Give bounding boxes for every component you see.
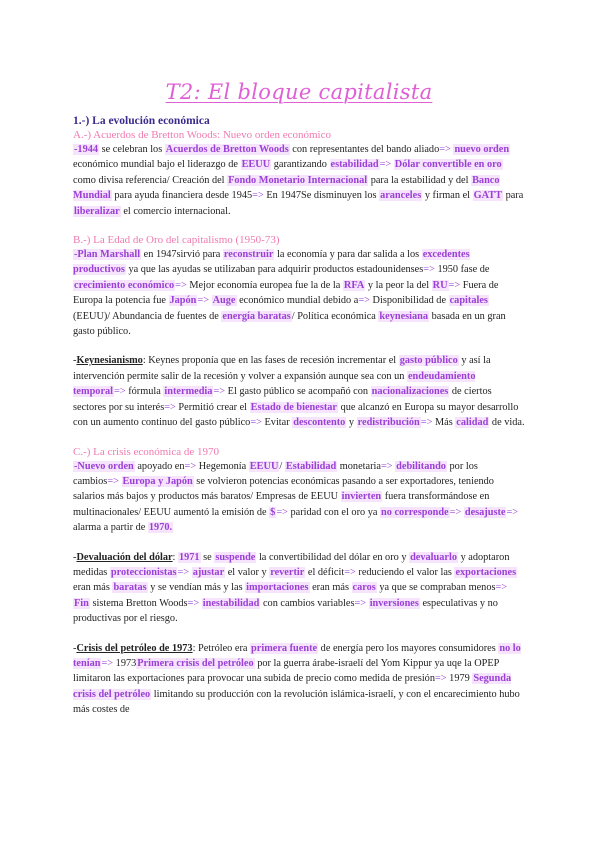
- page-title: T2: El bloque capitalista: [165, 80, 433, 104]
- subheading-b: B.-) La Edad de Oro del capitalismo (1950-73): [73, 234, 280, 247]
- paragraph-bretton-woods: -1944 se celebran los Acuerdos de Bretton Woods con representantes del bando aliado=> nuevo orden económico mundial bajo el liderazgo de EEUU garantizando estabilidad=> Dólar convertible en oro como divisa referencia/ Creación del Fondo Monetario Internacional para la estabilidad y del Banco Mundial para ayuda financiera desde 1945=> En 1947Se disminuyen los aranceles y firman el GATT para liberalizar el comercio internacional.: [73, 144, 524, 217]
- subheading-c: C.-) La crisis económica de 1970: [73, 445, 220, 458]
- paragraph-plan-marshall: -Plan Marshall en 1947sirvió para reconstruir la economía y para dar salida a los excedentes productivos ya que las ayudas se utilizaban para adquirir productos estadounidenses=> 1950 fase de crecimiento económico=> Mejor economía europea fue la de la RFA y la peor la del RU=> Fuera de Europa la potencia fue Japón=> Auge económico mundial debido a=> Disponibilidad de capitales (EEUU)/ Abundancia de fuentes de energía baratas/ Política económica keynesiana basada en un gran gasto público.: [73, 249, 506, 338]
- paragraph-keynesianismo: -Keynesianismo: Keynes proponía que en las fases de recesión incrementar el gasto público y así la intervención permite salir de la recesión y volver a expansión aunque sea con un endeudamiento temporal=> fórmula intermedia=> El gasto público se acompañó con nacionalizaciones de ciertos sectores por su interés=> Permitió crear el Estado de bienestar que alcanzó en Europa su mayor desarrollo con un aumento continuo del gasto público=> Evitar descontento y redistribución=> Más calidad de vida.: [73, 355, 525, 429]
- paragraph-crisis-petroleo: -Crisis del petróleo de 1973: Petróleo era primera fuente de energía pero los mayores consumidores no lo tenían=> 1973Primera crisis del petróleo por la guerra árabe-israelí del Yom Kippur ya uqe la OPEP limitaron las exportaciones para provocar una subida de precio como medida de presión=> 1979 Segunda crisis del petróleo limitando su producción con la revolución islámica-israelí, y con el encarecimiento hubo más costes de: [73, 642, 521, 716]
- document-page: [73, 80, 525, 732]
- section-heading-1: 1.-) La evolución económica: [73, 115, 210, 127]
- paragraph-devaluacion: -Devaluación del dólar: 1971 se suspende la convertibilidad del dólar en oro y devaluarlo y adoptaron medidas proteccionistas=> ajustar el valor y revertir el déficit=> reduciendo el valor las exportaciones eran más baratas y se vendían más y las importaciones eran más caros ya que se compraban menos=> Fin sistema Bretton Woods=> inestabilidad con cambios variables=> inversiones especulativas y no productivas por el riesgo.: [73, 551, 517, 625]
- subheading-a: A.-) Acuerdos de Bretton Woods: Nuevo orden económico: [73, 129, 331, 141]
- paragraph-nuevo-orden: -Nuevo orden apoyado en=> Hegemonía EEUU/ Estabilidad monetaria=> debilitando por los cambios=> Europa y Japón se volvieron potencias económicas pasando a ser exportadores, teniendo salarios más bajos y productos más baratos/ Empresas de EEUU invierten fuera transformándose en multinacionales/ EEUU aumentó la emisión de $=> paridad con el oro ya no corresponde=> desajuste=> alarma a partir de 1970.: [73, 460, 519, 534]
